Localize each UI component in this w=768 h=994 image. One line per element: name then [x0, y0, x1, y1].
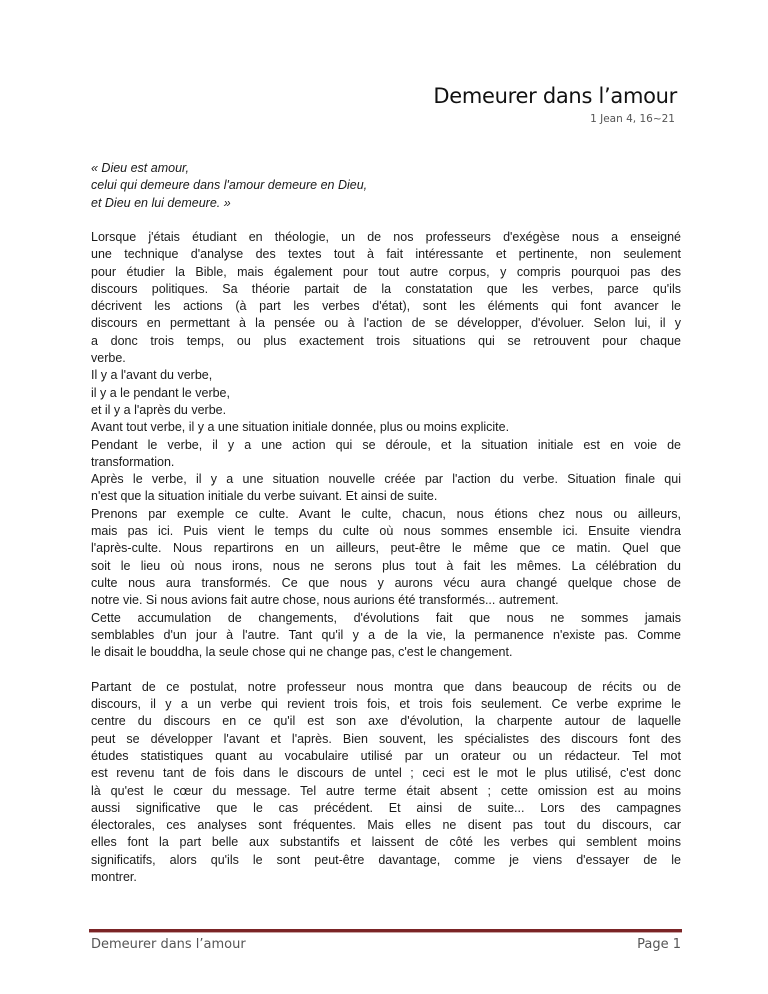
document-body: [91, 229, 681, 886]
text-line: Cette accumulation de changements, d'évolutions fait que nous ne sommes jamais: [91, 610, 681, 625]
page-number: Page 1: [637, 937, 681, 952]
document-title: Demeurer dans l’amour: [433, 84, 677, 108]
paragraph-gap: [91, 661, 681, 678]
text-line: elles font la part belle aux substantifs et laissent de côté les verbes qui semblent moins: [91, 835, 681, 850]
text-line: le disait le bouddha, la seule chose qui ne change pas, c'est le changement.: [91, 645, 513, 660]
quote-line: « Dieu est amour,: [91, 161, 189, 175]
text-line: est revenu tant de fois dans le discours de untel ; ceci est le mot le plus utilisé, c'est donc: [91, 766, 681, 781]
text-line: électorales, ces analyses sont fréquentes. Mais elles ne disent pas tout du discours, car: [91, 818, 681, 833]
text-line: Il y a l'avant du verbe,: [91, 368, 213, 383]
text-line: centre du discours en ce qu'il est son axe d'évolution, la charpente autour de laquelle: [91, 714, 681, 729]
text-line: Lorsque j'étais étudiant en théologie, un de nos professeurs d'exégèse nous a enseigné: [91, 230, 681, 244]
text-line: Avant tout verbe, il y a une situation initiale donnée, plus ou moins explicite.: [91, 420, 510, 435]
text-line: peut se développer l'avant et l'après. Bien souvent, les spécialistes des discours font des: [91, 731, 681, 746]
text-line: et il y a l'après du verbe.: [91, 402, 227, 417]
text-line: notre vie. Si nous avions fait autre chose, nous aurions été transformés... autrement.: [91, 593, 559, 608]
text-line: discours, il y a un verbe qui revient trois fois, et trois fois seulement. Ce verbe exprime le: [91, 697, 681, 712]
text-line: montrer.: [91, 869, 137, 884]
text-line: semblables d'un jour à l'autre. Tant qu'il y a de la vie, la permanence n'existe pas. Comme: [91, 627, 681, 642]
text-line: études statistiques quant au vocabulaire utilisé par un orateur ou un rédacteur. Tel mot: [91, 748, 681, 763]
text-line: pour étudier la Bible, mais également pour tout autre corpus, y compris pourquoi pas des: [91, 264, 681, 279]
text-line: culte nous aura transformés. Ce que nous y aurons vécu aura changé quelque chose de: [91, 575, 681, 590]
text-line: Partant de ce postulat, notre professeur nous montra que dans beaucoup de récits ou de: [91, 679, 681, 694]
text-line: Après le verbe, il y a une situation nouvelle créée par l'action du verbe. Situation finale qui: [91, 472, 681, 487]
text-line: n'est que la situation initiale du verbe suivant. Et ainsi de suite.: [91, 489, 438, 504]
quote-line: et Dieu en lui demeure. »: [91, 195, 231, 210]
text-line: une technique d'analyse des textes tout à fait intéressante et pertinente, non seulement: [91, 247, 681, 262]
footer-rule: [89, 929, 682, 933]
text-line: significatifs, alors qu'ils le sont peut-être davantage, comme je viens d'essayer de le: [91, 852, 681, 867]
text-line: a donc trois temps, ou plus exactement trois situations qui se retrouvent pour chaque: [91, 333, 681, 348]
scripture-quote: [91, 160, 681, 212]
text-line: décrivent les actions (à part les verbes d'état), sont les éléments qui font avancer le: [91, 299, 681, 314]
text-line: soit le lieu où nous irons, nous ne serons plus tout à fait les mêmes. La célébration du: [91, 558, 681, 573]
paragraph: [91, 229, 681, 661]
text-line: mais pas ici. Puis vient le temps du culte où nous sommes ensemble ici. Ensuite viendra: [91, 524, 681, 539]
text-line: Prenons par exemple ce culte. Avant le culte, chacun, nous étions chez nous ou ailleurs,: [91, 506, 681, 521]
text-line: verbe.: [91, 351, 126, 366]
text-line: Pendant le verbe, il y a une action qui se déroule, et la situation initiale est en voie de: [91, 437, 681, 452]
footer-title: Demeurer dans l’amour: [91, 937, 246, 952]
text-line: transformation.: [91, 454, 175, 469]
text-line: il y a le pendant le verbe,: [91, 385, 230, 400]
text-line: l'après-culte. Nous repartirons en un ailleurs, peut-être le même que ce matin. Quel que: [91, 541, 681, 556]
text-line: aussi significative que le cas précédent. Et ainsi de suite... Lors des campagnes: [91, 800, 681, 815]
quote-line: celui qui demeure dans l'amour demeure en Dieu,: [91, 178, 368, 193]
text-line: discours en permettant à la pensée ou à l'action de se développer, d'évoluer. Selon lui, il y: [91, 316, 681, 331]
paragraph: [91, 679, 681, 887]
scripture-reference: 1 Jean 4, 16~21: [590, 113, 675, 125]
text-line: là qu'est le cœur du message. Tel autre terme était absent ; cette omission est au moins: [91, 783, 681, 798]
text-line: discours politiques. Sa théorie partait de la constatation que les verbes, parce qu'ils: [91, 281, 681, 296]
